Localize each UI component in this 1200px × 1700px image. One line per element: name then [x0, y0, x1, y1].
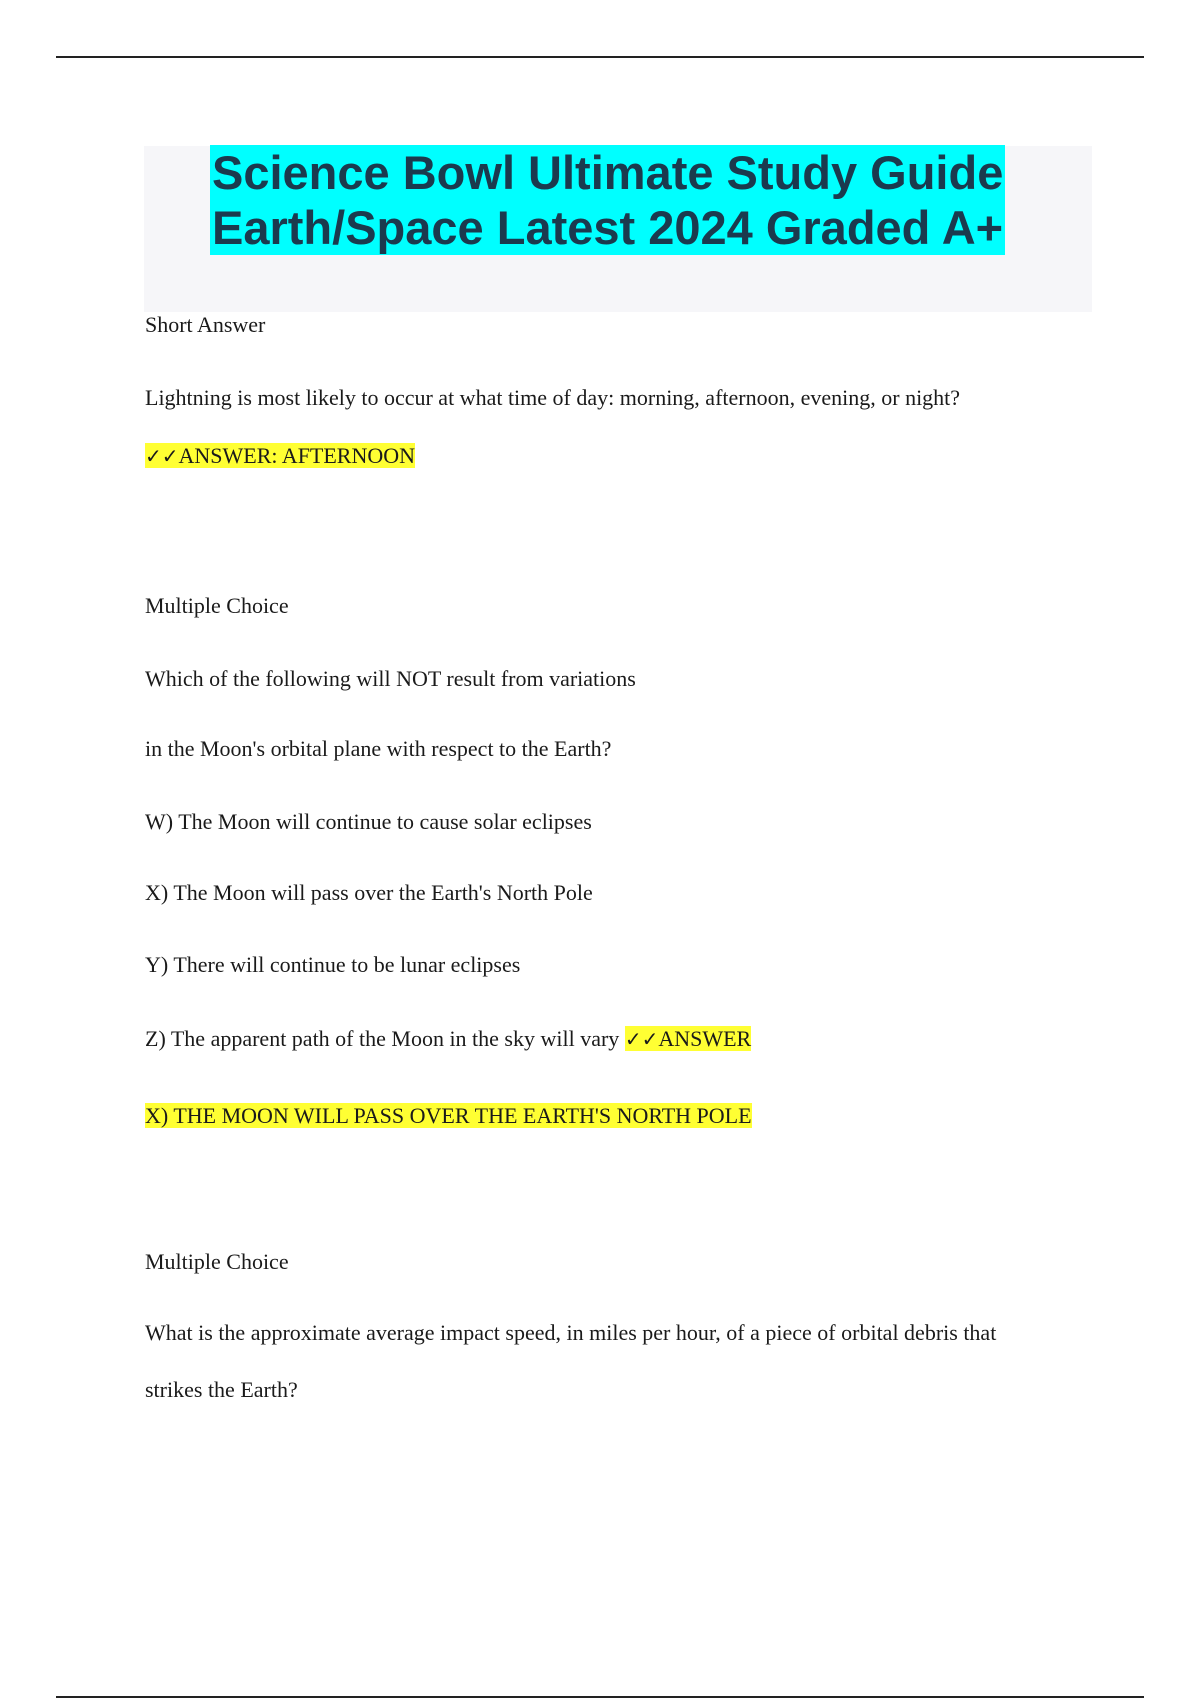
q1-answer-text: ANSWER: AFTERNOON	[178, 443, 416, 468]
q1-answer	[145, 442, 415, 470]
q2-answer-highlight: X) THE MOON WILL PASS OVER THE EARTH'S NORTH POLE	[145, 1103, 752, 1128]
q2-option-w: W) The Moon will continue to cause solar eclipses	[145, 809, 592, 834]
q1-question: Lightning is most likely to occur at what time of day: morning, afternoon, evening, or night?	[145, 385, 961, 410]
q1-answer-highlight	[145, 443, 415, 468]
q2-answer	[145, 1102, 752, 1130]
q1-type-label: Short Answer	[145, 312, 266, 337]
q2-answer-label-highlight	[625, 1026, 751, 1051]
double-check-icon: ✓✓	[624, 1027, 659, 1051]
title-line-1: Science Bowl Ultimate Study Guide	[212, 146, 1004, 199]
q2-type-label: Multiple Choice	[145, 593, 289, 618]
top-rule	[56, 56, 1144, 58]
q2-option-x: X) The Moon will pass over the Earth's North Pole	[145, 880, 593, 905]
q2-option-z-line	[145, 1025, 751, 1053]
q2-option-y: Y) There will continue to be lunar eclipses	[145, 952, 521, 977]
q3-type-label: Multiple Choice	[145, 1249, 289, 1274]
q3-question-line-1: What is the approximate average impact speed, in miles per hour, of a piece of orbital debris that	[145, 1320, 997, 1345]
title-line-2: Earth/Space Latest 2024 Graded A+	[212, 201, 1004, 254]
document-title	[210, 145, 1005, 255]
q3-question-line-2: strikes the Earth?	[145, 1377, 298, 1402]
bottom-rule	[56, 1696, 1144, 1698]
q2-question-line-2: in the Moon's orbital plane with respect to the Earth?	[145, 736, 612, 761]
q2-question-line-1: Which of the following will NOT result from variations	[145, 666, 636, 691]
double-check-icon: ✓✓	[145, 444, 179, 468]
q2-option-z: Z) The apparent path of the Moon in the sky will vary	[145, 1026, 625, 1051]
q2-answer-label: ANSWER	[658, 1026, 752, 1051]
